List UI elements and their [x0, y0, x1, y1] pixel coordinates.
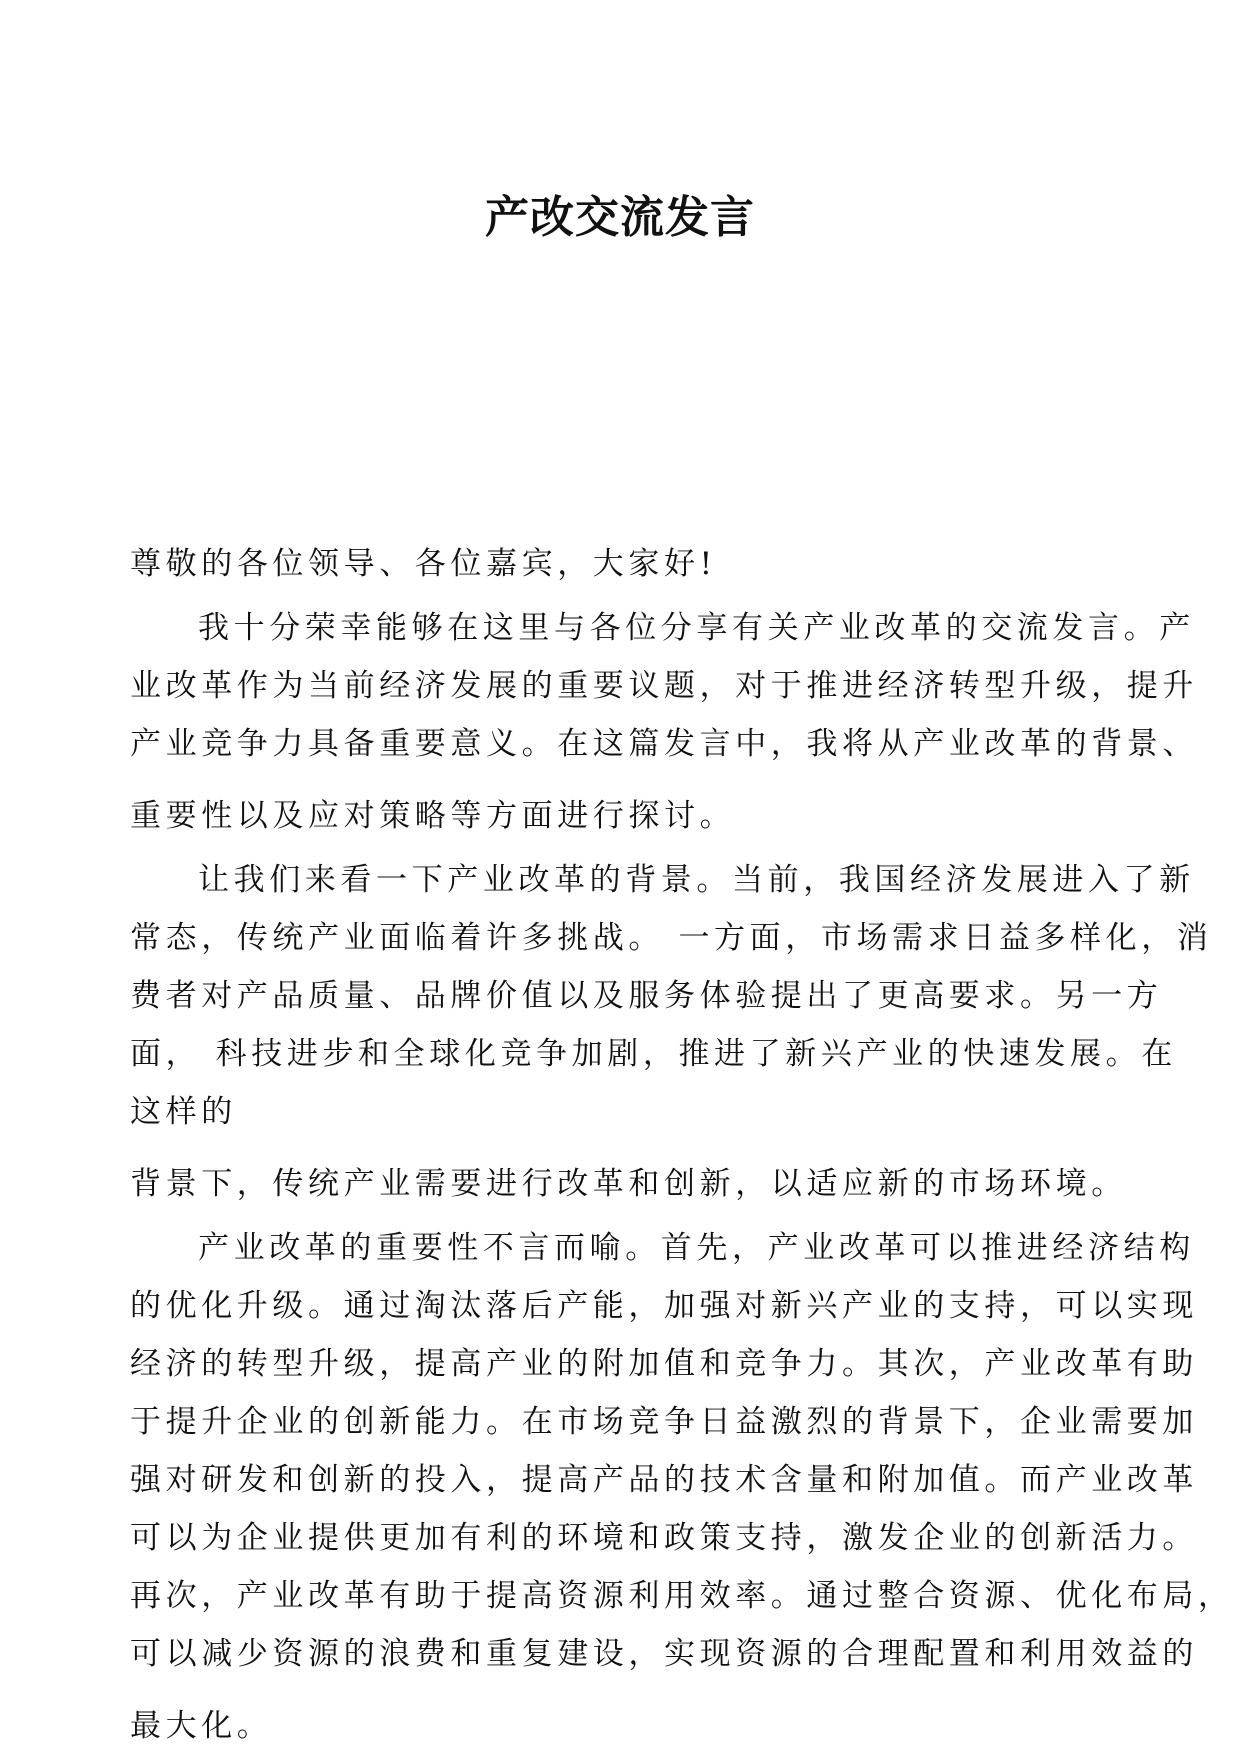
paragraph-background-line-2: 常态，传统产业面临着许多挑战。 一方面，市场需求日益多样化，消: [130, 920, 1213, 956]
paragraph-importance-line-6: 可以为企业提供更加有利的环境和政策支持，激发企业的创新活力。: [130, 1520, 1198, 1556]
paragraph-importance-line-3: 经济的转型升级，提高产业的附加值和竞争力。其次，产业改革有助: [130, 1346, 1198, 1382]
paragraph-background-line-1: 让我们来看一下产业改革的背景。当前，我国经济发展进入了新: [198, 862, 1195, 898]
paragraph-background-line-3: 费者对产品质量、品牌价值以及服务体验提出了更高要求。另一方: [130, 978, 1163, 1014]
paragraph-importance-line-5: 强对研发和创新的投入，提高产品的技术含量和附加值。而产业改革: [130, 1462, 1198, 1498]
paragraph-intro-line-4: 重要性以及应对策略等方面进行探讨。: [130, 798, 736, 834]
paragraph-importance-line-1: 产业改革的重要性不言而喻。首先，产业改革可以推进经济结构: [198, 1230, 1195, 1266]
paragraph-importance-line-2: 的优化升级。通过淘汰落后产能，加强对新兴产业的支持，可以实现: [130, 1288, 1198, 1324]
paragraph-intro-line-3: 产业竞争力具备重要意义。在这篇发言中，我将从产业改革的背景、: [130, 726, 1198, 762]
paragraph-importance-line-9: 最大化。: [130, 1708, 273, 1744]
paragraph-background-line-6: 背景下，传统产业需要进行改革和创新，以适应新的市场环境。: [130, 1166, 1127, 1202]
paragraph-importance-line-8: 可以减少资源的浪费和重复建设，实现资源的合理配置和利用效益的: [130, 1636, 1198, 1672]
paragraph-background-line-4: 面， 科技进步和全球化竞争加剧，推进了新兴产业的快速发展。在: [130, 1036, 1177, 1072]
paragraph-intro-line-1: 我十分荣幸能够在这里与各位分享有关产业改革的交流发言。产: [198, 610, 1195, 646]
document-body: [130, 535, 1234, 1755]
paragraph-background-line-5: 这样的: [130, 1094, 237, 1130]
paragraph-importance-line-7: 再次，产业改革有助于提高资源利用效率。通过整合资源、优化布局，: [130, 1578, 1234, 1614]
paragraph-importance-line-4: 于提升企业的创新能力。在市场竞争日益激烈的背景下，企业需要加: [130, 1404, 1198, 1440]
greeting-line: 尊敬的各位领导、各位嘉宾，大家好!: [130, 546, 717, 582]
paragraph-intro-line-2: 业改革作为当前经济发展的重要议题，对于推进经济转型升级，提升: [130, 668, 1198, 704]
document-title: 产改交流发言: [485, 192, 755, 243]
